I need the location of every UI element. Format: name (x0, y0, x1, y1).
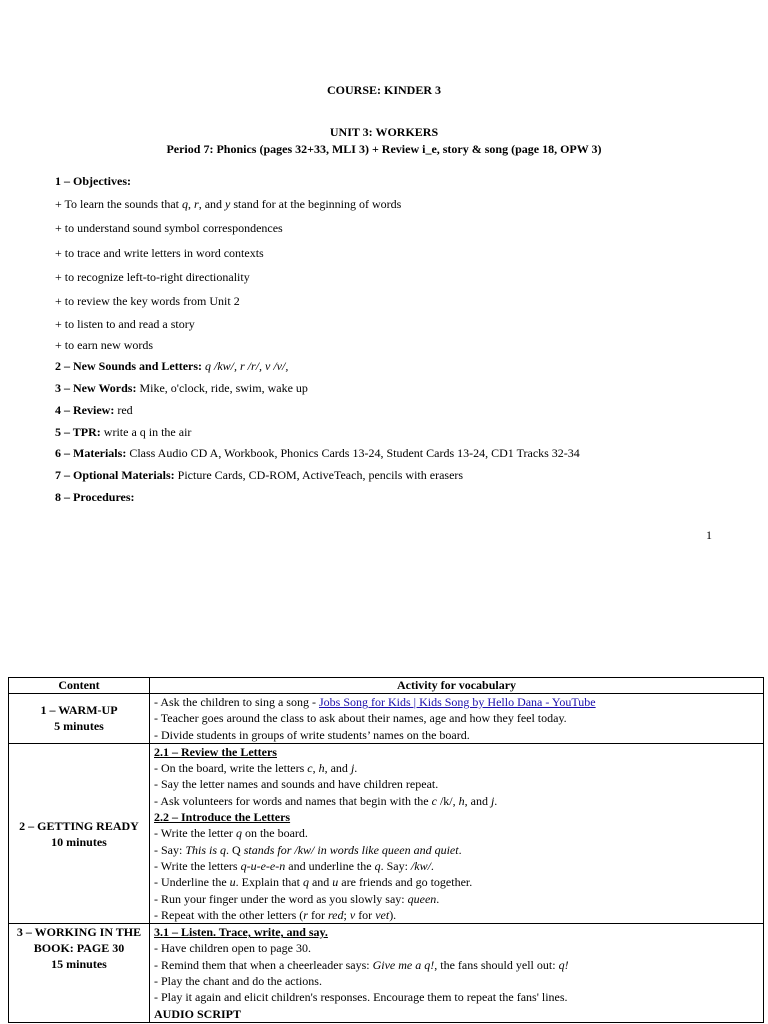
activity-line: - Underline the u. Explain that q and u are friends and go together. (154, 875, 473, 890)
table-row (9, 924, 764, 1023)
warmup-cell (9, 694, 150, 744)
period-title: Period 7: Phonics (pages 32+33, MLI 3) + Review i_e, story & song (page 18, OPW 3) (166, 142, 602, 156)
activity-line: - Write the letter q on the board. (154, 826, 308, 841)
activity-header: Activity for vocabulary (150, 678, 764, 694)
table-header-row (9, 678, 764, 694)
warmup-activity (150, 694, 764, 744)
activity-line: - Play the chant and do the actions. (154, 974, 322, 989)
activity-line: - Say the letter names and sounds and have children repeat. (154, 777, 439, 792)
activity-line: - Teacher goes around the class to ask about their names, age and how they feel today. (154, 711, 567, 726)
tpr: 5 – TPR: write a q in the air (55, 425, 192, 439)
activity-subheading: 3.1 – Listen. Trace, write, and say. (154, 925, 328, 940)
objective-item: + to recognize left-to-right directionality (55, 270, 250, 284)
table-row (9, 743, 764, 923)
procedures-table (8, 677, 764, 1023)
activity-line: - Ask volunteers for words and names that begin with the c /k/, h, and j. (154, 793, 498, 808)
getting-ready-time: 10 minutes (51, 834, 107, 849)
procedures-heading: 8 – Procedures: (55, 490, 135, 504)
getting-ready-title: 2 – GETTING READY (19, 818, 139, 833)
working-activity (150, 924, 764, 1023)
activity-line: - Write the letters q-u-e-e-n and underline the q. Say: /kw/. (154, 858, 434, 873)
working-cell (9, 924, 150, 1023)
warmup-title: 1 – WARM-UP (40, 703, 118, 718)
materials: 6 – Materials: Class Audio CD A, Workbook, Phonics Cards 13-24, Student Cards 13-24, CD1 Tracks 32-34 (55, 446, 580, 460)
review: 4 – Review: red (55, 403, 133, 417)
audio-script-heading: AUDIO SCRIPT (154, 1006, 242, 1021)
objective-item: + to trace and write letters in word contexts (55, 246, 264, 260)
table-row (9, 694, 764, 744)
activity-line: - Have children open to page 30. (154, 941, 311, 956)
objective-item: + to review the key words from Unit 2 (55, 294, 240, 308)
activity-subheading: 2.2 – Introduce the Letters (154, 810, 291, 825)
activity-line: - Say: This is q. Q stands for /kw/ in words like queen and quiet. (154, 842, 462, 857)
activity-subheading: 2.1 – Review the Letters (154, 744, 277, 759)
objective-item: + to understand sound symbol correspondences (55, 221, 283, 235)
activity-line: - On the board, write the letters c, h, and j. (154, 761, 358, 776)
new-words: 3 – New Words: Mike, o'clock, ride, swim, wake up (55, 381, 308, 395)
unit-title: UNIT 3: WORKERS (329, 125, 439, 139)
activity-line: - Repeat with the other letters (r for red; v for vet). (154, 907, 397, 922)
objective-item: + To learn the sounds that q, r, and y stand for at the beginning of words (55, 197, 402, 211)
new-sounds: 2 – New Sounds and Letters: q /kw/, r /r/, v /v/, (55, 359, 289, 373)
objective-item: + to earn new words (55, 338, 154, 352)
working-title-1: 3 – WORKING IN THE (16, 925, 142, 940)
activity-line: - Ask the children to sing a song - Jobs Song for Kids | Kids Song by Hello Dana - YouTube (154, 695, 596, 709)
optional-materials: 7 – Optional Materials: Picture Cards, CD-ROM, ActiveTeach, pencils with erasers (55, 468, 464, 482)
objectives-heading: 1 – Objectives: (55, 174, 131, 188)
warmup-time: 5 minutes (54, 719, 104, 734)
course-title: COURSE: KINDER 3 (326, 83, 441, 97)
getting-ready-cell (9, 743, 150, 923)
activity-line: - Run your finger under the word as you slowly say: queen. (154, 891, 440, 906)
content-header: Content (9, 678, 150, 694)
working-time: 15 minutes (51, 957, 107, 972)
getting-ready-activity (150, 743, 764, 923)
working-title-2: BOOK: PAGE 30 (33, 941, 125, 956)
song-link[interactable]: Jobs Song for Kids | Kids Song by Hello Dana - YouTube (318, 695, 596, 709)
activity-line: - Play it again and elicit children's responses. Encourage them to repeat the fans' lines. (154, 990, 568, 1005)
objective-item: + to listen to and read a story (55, 317, 195, 331)
activity-line: - Remind them that when a cheerleader says: Give me a q!, the fans should yell out: q! (154, 957, 569, 972)
page-number: 1 (706, 528, 712, 542)
activity-line: - Divide students in groups of write students’ names on the board. (154, 727, 470, 742)
